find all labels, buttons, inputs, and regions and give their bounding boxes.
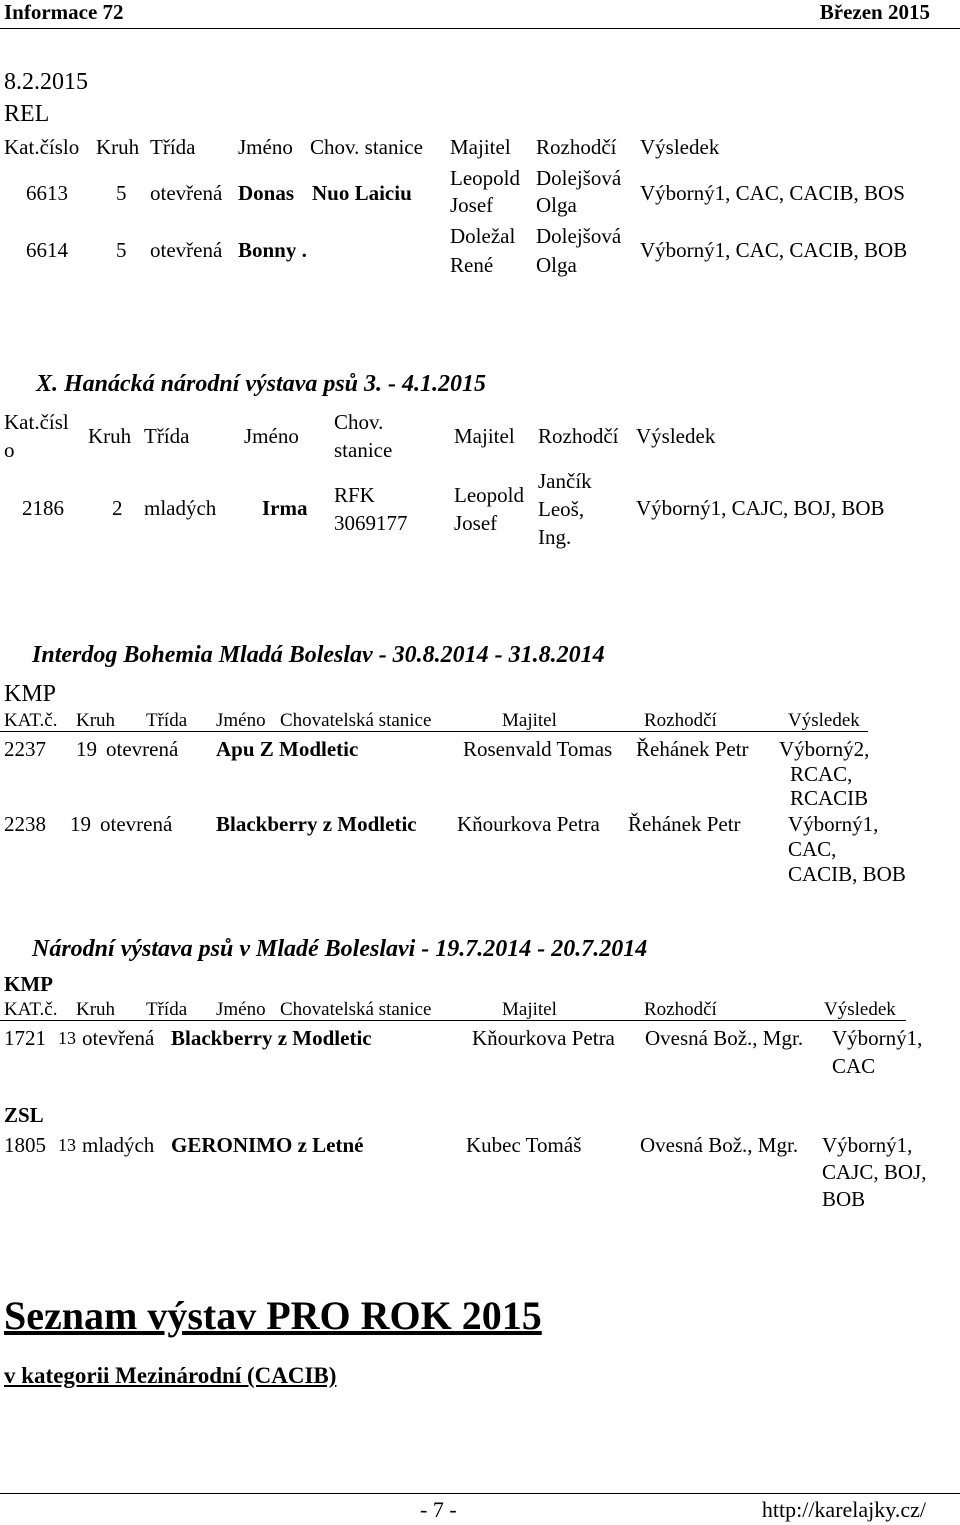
sec1-h-majitel: Majitel <box>450 135 511 159</box>
cell-rozhodci-2: Olga <box>536 193 577 217</box>
cell-vysledek: Výborný1, CAJC, BOJ, BOB <box>636 496 885 520</box>
sec2-h-rozhodci: Rozhodčí <box>538 424 619 448</box>
cell-vysledek-1: Výborný1, <box>832 1026 923 1050</box>
cell-majitel: Rosenvald Tomas <box>463 737 613 761</box>
cell-trida: mladých <box>144 496 217 520</box>
sec1-h-trida: Třída <box>150 135 196 159</box>
cell-jmeno: Apu Z Modletic <box>216 737 359 761</box>
cell-majitel-1: Leopold <box>454 483 524 507</box>
cell-trida: otevrená <box>100 812 173 836</box>
cell-rozhodci-3: Ing. <box>538 525 572 549</box>
list-title: Seznam výstav PRO ROK 2015 <box>4 1293 542 1338</box>
cell-trida: otevrená <box>106 737 179 761</box>
cell-majitel-2: Josef <box>454 511 498 535</box>
cell-majitel-1: Doležal <box>450 224 516 248</box>
sec3-h-stanice: Chovatelská stanice <box>280 710 432 731</box>
cell-jmeno: Bonny . <box>238 238 307 262</box>
cell-kat: 2186 <box>22 496 64 520</box>
sec4-h-majitel: Majitel <box>502 999 557 1020</box>
cell-trida: otevřená <box>150 238 223 262</box>
sec1-h-vysledek: Výsledek <box>640 135 720 159</box>
sec2-h-kruh: Kruh <box>88 424 132 448</box>
cell-vysledek-1: Výborný2, <box>779 737 870 761</box>
cell-rozhodci-2: Leoš, <box>538 497 585 521</box>
cell-jmeno: Blackberry z Modletic <box>171 1026 372 1050</box>
sec4-h-trida: Třída <box>146 999 188 1020</box>
cell-vysledek: Výborný1, CAC, CACIB, BOB <box>640 238 908 262</box>
sec4-h-kat: KAT.č. <box>4 999 58 1020</box>
cell-rozhodci: Ovesná Bož., Mgr. <box>640 1133 799 1157</box>
cell-vysledek-1: Výborný1, <box>788 812 879 836</box>
sec1-h-stanice: Chov. stanice <box>310 135 423 159</box>
header-rule <box>0 28 960 29</box>
cell-jmeno: Donas <box>238 181 295 205</box>
cell-vysledek: Výborný1, CAC, CACIB, BOS <box>640 181 905 205</box>
cell-majitel: Kubec Tomáš <box>466 1133 582 1157</box>
cell-rozhodci: Řehánek Petr <box>628 812 741 836</box>
cell-stanice: Nuo Laiciu <box>312 181 412 205</box>
cell-rozhodci-1: Dolejšová <box>536 224 622 248</box>
sec1-h-jmeno: Jméno <box>238 135 293 159</box>
cell-jmeno: Blackberry z Modletic <box>216 812 417 836</box>
sec2-h-kat-1: Kat.čísl <box>4 410 69 434</box>
sec3-h-vysledek: Výsledek <box>788 710 860 731</box>
cell-rozhodci-1: Jančík <box>538 469 592 493</box>
page-header-left: Informace 72 <box>4 0 124 24</box>
cell-rozhodci: Řehánek Petr <box>636 737 749 761</box>
cell-kat: 2237 <box>4 737 46 761</box>
cell-trida: mladých <box>82 1133 155 1157</box>
cell-vysledek-1: Výborný1, <box>822 1133 913 1157</box>
page-number: - 7 - <box>420 1497 457 1522</box>
cell-vysledek-3: CACIB, BOB <box>788 862 906 886</box>
sec2-h-stanice-1: Chov. <box>334 410 384 434</box>
cell-jmeno: GERONIMO z Letné <box>171 1133 364 1157</box>
cell-majitel-2: René <box>450 253 494 277</box>
sec4-title: Národní výstava psů v Mladé Boleslavi - 19.7.2014 - 20.7.2014 <box>32 936 648 962</box>
sec4-h-stanice: Chovatelská stanice <box>280 999 432 1020</box>
sec4-header-rule <box>0 1020 906 1021</box>
cell-rozhodci: Ovesná Bož., Mgr. <box>645 1026 804 1050</box>
footer-url[interactable]: http://karelajky.cz/ <box>761 1497 926 1522</box>
sec3-h-rozhodci: Rozhodčí <box>644 710 717 731</box>
cell-vysledek-3: BOB <box>822 1187 866 1211</box>
sec4-h-vysledek: Výsledek <box>824 999 896 1020</box>
sec1-h-rozhodci: Rozhodčí <box>536 135 617 159</box>
sec2-h-vysledek: Výsledek <box>636 424 716 448</box>
cell-kat: 6613 <box>26 181 68 205</box>
sec2-h-kat-2: o <box>4 438 15 462</box>
sec2-h-trida: Třída <box>144 424 190 448</box>
cell-vysledek-2: CAJC, BOJ, <box>822 1160 927 1184</box>
sec3-h-majitel: Majitel <box>502 710 557 731</box>
sec1-h-kruh: Kruh <box>96 135 140 159</box>
cell-kruh: 5 <box>116 181 127 205</box>
cell-trida: otevřená <box>82 1026 155 1050</box>
sec3-h-kruh: Kruh <box>76 710 116 731</box>
cell-kruh: 13 <box>58 1028 76 1048</box>
cell-kat: 1805 <box>4 1133 46 1157</box>
footer-rule <box>0 1493 960 1494</box>
cell-majitel: Kňourkova Petra <box>472 1026 615 1050</box>
cell-kruh: 19 <box>76 737 97 761</box>
cell-vysledek-2: CAC <box>832 1054 876 1078</box>
sec2-title: X. Hanácká národní výstava psů 3. - 4.1.2015 <box>36 371 487 397</box>
cell-vysledek-3: RCACIB <box>790 786 869 810</box>
cell-kruh: 13 <box>58 1135 76 1155</box>
sec1-code: REL <box>4 101 50 127</box>
cell-kat: 2238 <box>4 812 46 836</box>
cell-majitel: Kňourkova Petra <box>457 812 600 836</box>
cell-kruh: 5 <box>116 238 127 262</box>
sec2-h-stanice-2: stanice <box>334 438 393 462</box>
cell-vysledek-2: RCAC, <box>790 762 853 786</box>
cell-trida: otevřená <box>150 181 223 205</box>
sec3-h-jmeno: Jméno <box>216 710 266 731</box>
sec4-h-kruh: Kruh <box>76 999 116 1020</box>
cell-kruh: 19 <box>70 812 91 836</box>
sec3-h-trida: Třída <box>146 710 188 731</box>
sec3-code: KMP <box>4 681 57 707</box>
sec3-header-rule <box>0 731 868 732</box>
sec1-h-kat: Kat.číslo <box>4 135 80 159</box>
sec3-h-kat: KAT.č. <box>4 710 58 731</box>
cell-rozhodci-1: Dolejšová <box>536 166 622 190</box>
sec4-h-rozhodci: Rozhodčí <box>644 999 717 1020</box>
page-header-right: Březen 2015 <box>819 0 930 24</box>
sec1-date: 8.2.2015 <box>4 69 88 95</box>
cell-vysledek-2: CAC, <box>788 837 837 861</box>
list-subtitle: v kategorii Mezinárodní (CACIB) <box>4 1363 337 1388</box>
sec2-h-majitel: Majitel <box>454 424 515 448</box>
cell-majitel-2: Josef <box>450 193 494 217</box>
sec3-title: Interdog Bohemia Mladá Boleslav - 30.8.2014 - 31.8.2014 <box>32 642 605 668</box>
sec4-h-jmeno: Jméno <box>216 999 266 1020</box>
cell-stanice-1: RFK <box>334 483 375 507</box>
cell-kat: 1721 <box>4 1026 46 1050</box>
cell-jmeno: Irma <box>262 496 308 520</box>
sec4-code-kmp: KMP <box>4 972 53 996</box>
cell-stanice-2: 3069177 <box>334 511 408 535</box>
sec4-code-zsl: ZSL <box>4 1103 44 1127</box>
cell-majitel-1: Leopold <box>450 166 520 190</box>
sec2-h-jmeno: Jméno <box>244 424 299 448</box>
cell-kat: 6614 <box>26 238 68 262</box>
cell-kruh: 2 <box>112 496 123 520</box>
cell-rozhodci-2: Olga <box>536 253 577 277</box>
